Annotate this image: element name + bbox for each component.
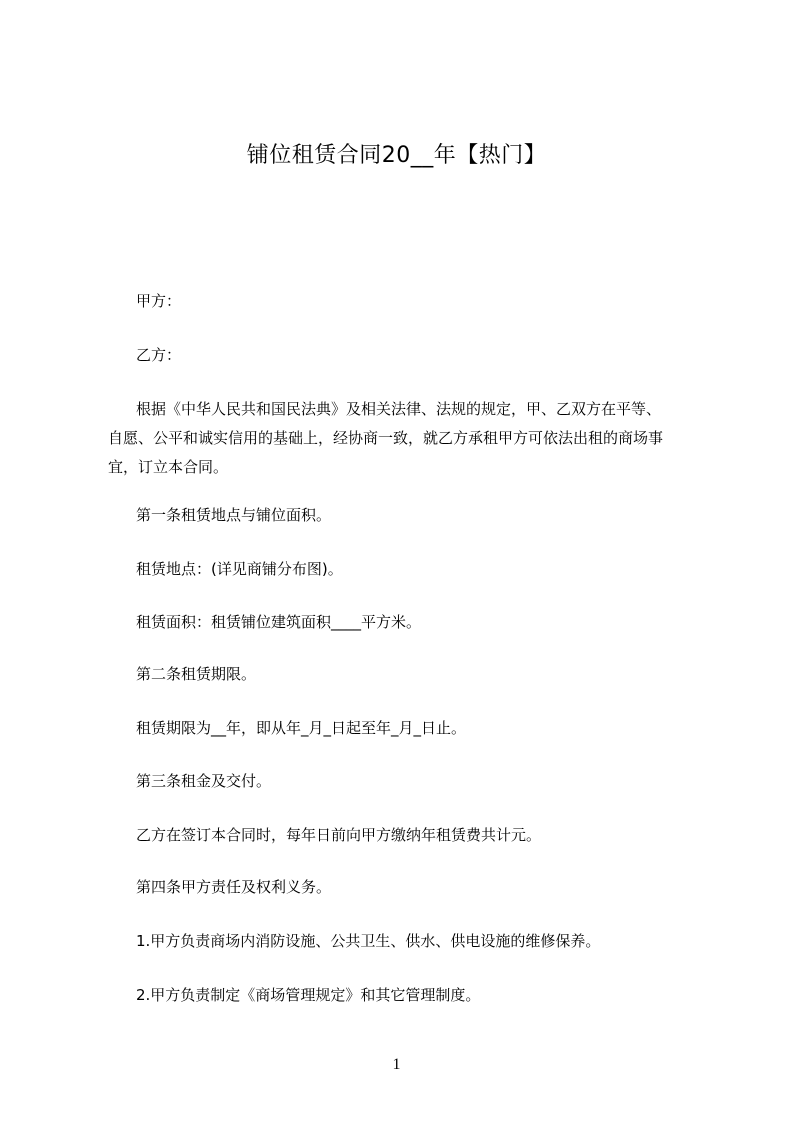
clause-4-2: 2.甲方负责制定《商场管理规定》和其它管理制度。 <box>136 986 481 1004</box>
preamble-line: 根据《中华人民共和国民法典》及相关法律、法规的规定，甲、乙双方在平等、 <box>136 400 662 418</box>
page-number: 1 <box>392 1056 401 1073</box>
preamble-paragraph <box>108 395 708 482</box>
payment-clause: 乙方在签订本合同时，每年日前向甲方缴纳年租赁费共计元。 <box>136 826 542 844</box>
article-1-heading: 第一条租赁地点与铺位面积。 <box>136 506 332 524</box>
lease-location: 租赁地点：(详见商铺分布图)。 <box>136 560 343 578</box>
article-4-heading: 第四条甲方责任及权利义务。 <box>136 878 332 896</box>
lease-area: 租赁面积：租赁铺位建筑面积____平方米。 <box>136 613 422 631</box>
article-3-heading: 第三条租金及交付。 <box>136 772 272 790</box>
preamble-line: 宜，订立本合同。 <box>108 458 229 476</box>
party-b-label: 乙方： <box>136 346 182 364</box>
document-title: 铺位租赁合同20__年【热门】 <box>246 143 547 168</box>
lease-term: 租赁期限为__年，即从年_月_日起至年_月_日止。 <box>136 719 467 737</box>
preamble-line: 自愿、公平和诚实信用的基础上，经协商一致，就乙方承租甲方可依法出租的商场事 <box>108 429 664 447</box>
party-a-label: 甲方： <box>136 292 182 310</box>
clause-4-1: 1.甲方负责商场内消防设施、公共卫生、供水、供电设施的维修保养。 <box>136 932 601 950</box>
article-2-heading: 第二条租赁期限。 <box>136 665 257 683</box>
